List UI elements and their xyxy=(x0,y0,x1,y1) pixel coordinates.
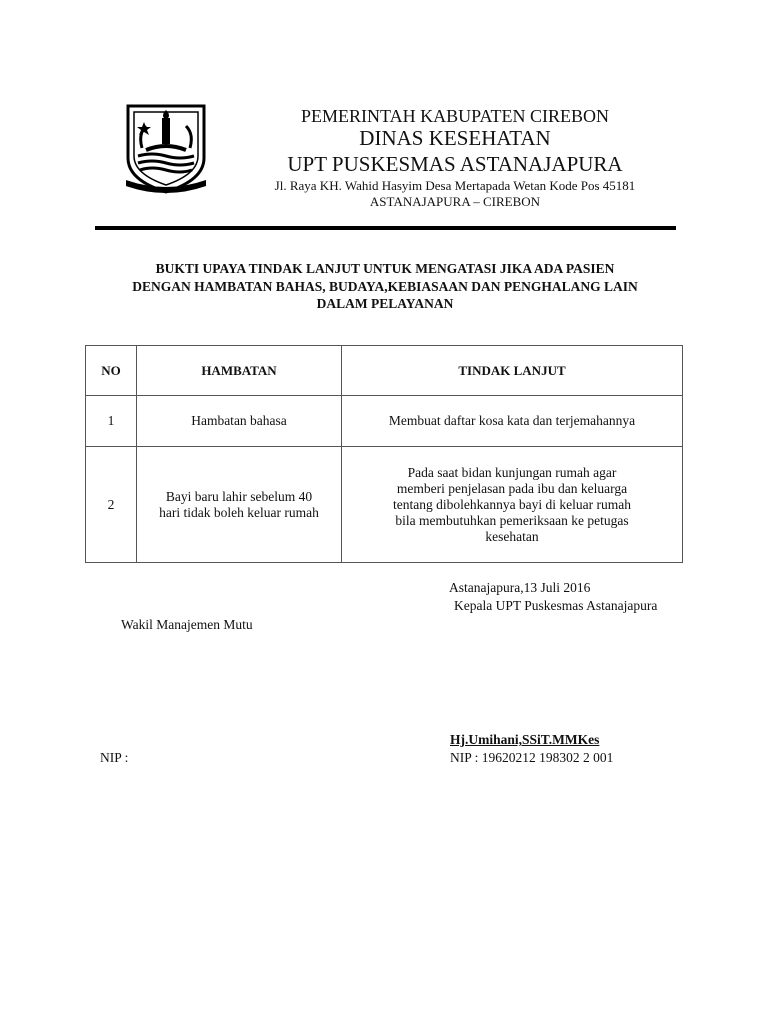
column-header-hambatan: HAMBATAN xyxy=(137,346,342,396)
cell-line: Pada saat bidan kunjungan rumah agar xyxy=(407,464,617,480)
header-divider xyxy=(95,226,676,230)
document-title-line-3: DALAM PELAYANAN xyxy=(316,296,454,311)
cell-line: bila membutuhkan pemeriksaan ke petugas xyxy=(395,512,629,528)
cell-tindak-lanjut xyxy=(342,396,683,447)
cell-line: Membuat daftar kosa kata dan terjemahannya xyxy=(388,413,636,428)
header-unit-name: UPT PUSKESMAS ASTANAJAPURA xyxy=(287,152,623,176)
cell-line: Bayi baru lahir sebelum 40 xyxy=(165,488,313,504)
header-address: Jl. Raya KH. Wahid Hasyim Desa Mertapada Wetan Kode Pos 45181 xyxy=(274,178,636,193)
cell-hambatan xyxy=(137,447,342,563)
cell-tindak-lanjut xyxy=(342,447,683,563)
cell-no: 1 xyxy=(86,396,137,447)
cell-no: 2 xyxy=(86,447,137,563)
cirebon-emblem-logo xyxy=(122,100,210,196)
header-government-line: PEMERINTAH KABUPATEN CIREBON xyxy=(301,106,609,126)
cell-line: tentang dibolehkannya bayi di keluar rumah xyxy=(392,496,632,512)
deputy-nip: NIP : xyxy=(100,750,129,765)
cell-line: hari tidak boleh keluar rumah xyxy=(159,504,319,520)
follow-up-table xyxy=(85,345,683,563)
cell-line: memberi penjelasan pada ibu dan keluarga xyxy=(396,480,628,496)
cell-line: Hambatan bahasa xyxy=(191,413,287,428)
cell-line: kesehatan xyxy=(485,528,539,544)
table-row xyxy=(86,447,683,563)
header-office-name: DINAS KESEHATAN xyxy=(359,126,551,150)
cell-hambatan xyxy=(137,396,342,447)
document-title-line-1: BUKTI UPAYA TINDAK LANJUT UNTUK MENGATASI JIKA ADA PASIEN xyxy=(155,261,615,276)
column-header-tindak-lanjut: TINDAK LANJUT xyxy=(342,346,683,396)
header-city: ASTANAJAPURA – CIREBON xyxy=(369,194,541,209)
signature-date: Astanajapura,13 Juli 2016 xyxy=(449,580,591,595)
table-header-row xyxy=(86,346,683,396)
signature-position-deputy: Wakil Manajemen Mutu xyxy=(121,617,253,632)
head-nip: NIP : 19620212 198302 2 001 xyxy=(450,750,614,765)
table-row xyxy=(86,396,683,447)
signatory-name: Hj.Umihani,SSiT.MMKes xyxy=(450,732,600,747)
document-title-line-2: DENGAN HAMBATAN BAHAS, BUDAYA,KEBIASAAN DAN PENGHALANG LAIN xyxy=(132,279,638,294)
column-header-no: NO xyxy=(86,346,137,396)
signature-position-head: Kepala UPT Puskesmas Astanajapura xyxy=(454,598,658,613)
